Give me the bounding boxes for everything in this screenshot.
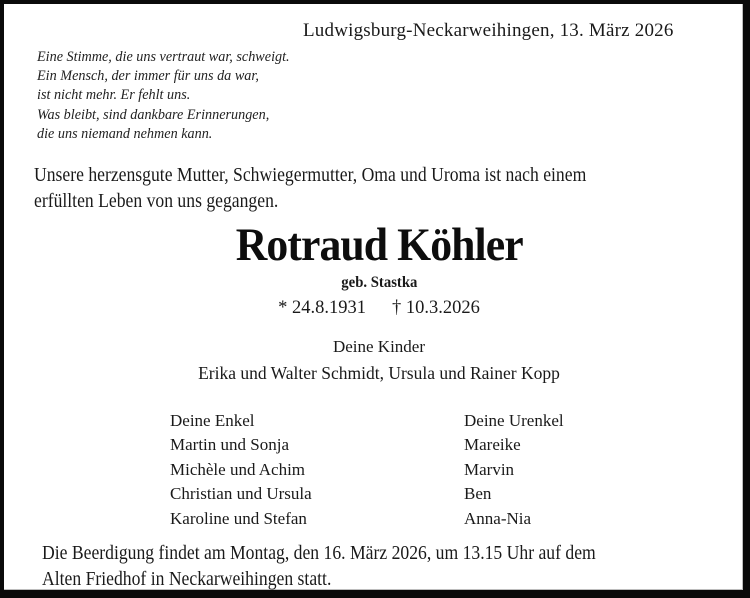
list-item: Karoline und Stefan bbox=[170, 508, 307, 528]
list-item: Martin und Sonja bbox=[170, 435, 289, 455]
intro-line: erfüllten Leben von uns gegangen. bbox=[34, 190, 279, 212]
birth-star-icon: * bbox=[278, 298, 288, 318]
poem-line: ist nicht mehr. Er fehlt uns. bbox=[37, 87, 191, 104]
great-grandchildren-heading: Deine Urenkel bbox=[464, 411, 564, 430]
great-grandchildren-list bbox=[464, 409, 564, 531]
poem bbox=[37, 48, 290, 144]
funeral-line: Alten Friedhof in Neckarweihingen statt. bbox=[42, 568, 332, 590]
obituary-notice bbox=[4, 4, 743, 590]
poem-line: Ein Mensch, der immer für uns da war, bbox=[37, 68, 259, 85]
life-dates bbox=[4, 298, 750, 319]
poem-line: die uns niemand nehmen kann. bbox=[37, 125, 213, 142]
funeral-line: Die Beerdigung findet am Montag, den 16. März 2026, um 13.15 Uhr auf dem bbox=[42, 542, 596, 564]
poem-line: Eine Stimme, die uns vertraut war, schweigt. bbox=[37, 49, 290, 65]
poem-line: Was bleibt, sind dankbare Erinnerungen, bbox=[37, 106, 270, 123]
list-item: Anna-Nia bbox=[464, 508, 532, 528]
birth-date: 24.8.1931 bbox=[292, 298, 366, 318]
funeral-info bbox=[42, 540, 596, 592]
death-date: 10.3.2026 bbox=[405, 298, 480, 318]
grandchildren-list bbox=[170, 409, 312, 531]
list-item: Ben bbox=[464, 484, 492, 504]
list-item: Christian und Ursula bbox=[170, 484, 312, 504]
death-cross-icon: † bbox=[392, 298, 402, 318]
list-item: Marvin bbox=[464, 459, 515, 479]
intro-line: Unsere herzensgute Mutter, Schwiegermutter, Oma und Uroma ist nach einem bbox=[34, 164, 587, 186]
children-names: Erika und Walter Schmidt, Ursula und Rainer Kopp bbox=[198, 363, 560, 383]
deceased-name-text: Rotraud Köhler bbox=[235, 219, 523, 271]
deceased-name bbox=[4, 218, 750, 272]
grandchildren-heading: Deine Enkel bbox=[170, 411, 255, 430]
place-and-date: Ludwigsburg-Neckarweihingen, 13. März 2026 bbox=[303, 20, 674, 41]
birth-name-text: geb. Stastka bbox=[340, 274, 418, 291]
children-heading: Deine Kinder bbox=[332, 337, 426, 356]
intro-text bbox=[34, 162, 586, 214]
list-item: Mareike bbox=[464, 435, 521, 455]
list-item: Michèle und Achim bbox=[170, 459, 306, 479]
birth-name bbox=[4, 274, 750, 292]
